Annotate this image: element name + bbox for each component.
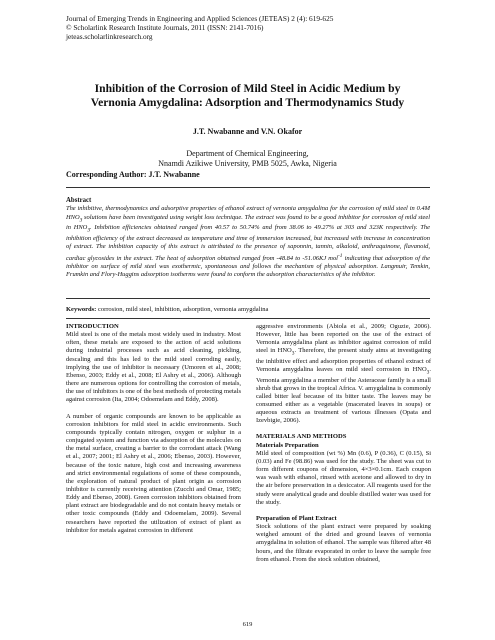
- keywords-bottom-rule: [66, 318, 430, 319]
- introduction-paragraph-2: A number of organic compounds are known to be applicable as corrosion inhibitors for mild steel in acidic environments. Such compounds typically contain nitrogen, oxygen or sulphur in a conjugated system and function via adsorption of the molecules on the metal surface, creating a barrier to the corrodant attack (Wang et al., 2007; 2001; El Ashry et al., 2006; Ebenso, 2003). However, because of the toxic nature, high cost and increasing awareness and strict environmental regulations of some of these compounds, the exploration of natural product of plant origin as corrosion inhibitor is currently receiving attention (Zucchi and Omar, 1985; Eddy and Ebenso, 2008). Green corrosion inhibitors obtained from plant extract are biodegradable and do not contain heavy metals or other toxic compounds (Eddy and Odoemelam, 2009). Several researchers have reported the utilization of extract of plant as inhibitor for metals against corrosion in different: [66, 412, 241, 534]
- plant-extract-paragraph: Stock solutions of the plant extract were prepared by soaking weighed amount of the dried and ground leaves of vernonia amygdalina in solution of ethanol. The sample was filtered after 48 hours, and the filtrate evaporated in order to leave the sample free from ethanol. From the stock solution obtained,: [256, 523, 431, 563]
- keywords-text: corrosion, mild steel, inhibition, adsorption, vernonia amygdalina: [96, 306, 269, 313]
- abstract-heading: Abstract: [66, 197, 92, 204]
- paper-affiliation: [0, 149, 495, 169]
- page-number: 619: [242, 621, 253, 628]
- affiliation-department: Department of Chemical Engineering,: [186, 149, 309, 158]
- journal-citation: Journal of Emerging Trends in Engineering and Applied Sciences (JETEAS) 2 (4): 619-625: [66, 14, 334, 23]
- paper-title-line-2: Vernonia Amygdalina: Adsorption and Thermodynamics Study: [90, 96, 405, 109]
- right-column: [256, 323, 431, 564]
- keywords: [66, 306, 430, 313]
- journal-header: [66, 14, 436, 42]
- abstract-text: The inhibitive, thermodynamics and adsorptive properties of ethanol extract of vernonia amygdalina for the corrosion of mild steel in 0.4M $HNO_3$ solutions have been investigated using weight loss technique. The extract was found to be a good inhibitor for corrosion of mild steel in $HNO_3$. Inhibition efficiencies obtained ranged from 40.57 to 50.74% and from 38.06 to 49.27% at 303 and 323K respectively. The inhibition efficiency of the extract decreased as temperature and time of immersion increased, but increased with increase in concentration of extract. The inhibition capacity of this extract is attributed to the presence of saponnin, tannin, alkaloid, anthraquinone, flavanoid, cardiac glycosides in the extract. The heat of adsorption obtained ranged from -48.84 to -51.06KJ mol$^{-1}$ indicating that adsorption of the inhibitor on surface of mild steel was exothermic, spontaneous and follows the mechanism of physical adsorption. Langmuir, Temkin, Frumkin and Flory-Huggins adsorption isotherms were found to conform the adsorption characteristics of the inhibitor.: [66, 205, 430, 279]
- materials-preparation-heading: Materials Preparation: [256, 441, 319, 449]
- introduction-paragraph-1: Mild steel is one of the metals most widely used in industry. Most often, these metals are exposed to the action of acid solutions during industrial processes such as acid cleaning, pickling, descaling and this has led to the mild steel corroding easily, implying the use of inhibitor is necessary (Umoren et al., 2008; Ebenso, 2003; Eddy et al., 2008; El Ashry et al., 2006). Although there are numerous options for controlling the corrosion of metals, the use of inhibitors is one of the best methods of protecting metals against corrosion (Ita, 2004; Odoemelam and Eddy, 2008).: [66, 331, 241, 404]
- abstract-top-rule: [66, 187, 430, 188]
- abstract: [66, 197, 430, 280]
- journal-website: jeteas.scholarlinkresearch.org: [66, 32, 153, 42]
- methods-heading: MATERIALS AND METHODS: [256, 433, 347, 441]
- materials-paragraph: Mild steel of composition (wt %) Mn (0.6), P (0.36), C (0.15), Si (0.03) and Fe (98.86) was used for the study. The sheet was cut to form different coupons of dimension, 4×3×0.1cm. Each coupon was wash with ethanol, rinsed with acetone and allowed to dry in the air before preservation in a desiccator. All reagents used for the study were analytical grade and double distilled water was used for the study.: [256, 449, 431, 506]
- keywords-label: Keywords:: [66, 306, 97, 313]
- corresponding-author: Corresponding Author: J.T. Nwabanne: [66, 170, 200, 179]
- affiliation-university: Nnamdi Azikiwe University, PMB 5025, Awka, Nigeria: [158, 159, 337, 168]
- plant-extract-heading: Preparation of Plant Extract: [256, 514, 337, 522]
- abstract-bottom-rule: [66, 298, 430, 299]
- left-column: [66, 323, 241, 535]
- introduction-heading: INTRODUCTION: [66, 323, 119, 330]
- paper-title-line-1: Inhibition of the Corrosion of Mild Steel in Acidic Medium by: [94, 82, 401, 95]
- introduction-continued: aggressive environments (Abiola et al., 2009; Oguzie, 2006). However, little has been reported on the use of the extract of Vernonia amygdalina plant as inhibitor against corrosion of mild steel in $HNO_3$. Therefore, the present study aims at investigating the inhibitive effect and adsorption properties of ethanol extract of Vernonia amygdalina leaves on mild steel corrosion in $HNO_3$. Vernonia amygdalina a member of the Asteraceae family is a small shrub that grows in the tropical Africa. V. amygdalina is commonly called bitter leaf because of its bitter taste. The leaves may be consumed either as a vegetable (macerated leaves in soups) or aqueous extracts as treatment of various illnesses (Opata and Izevbigie, 2006).: [256, 323, 431, 425]
- paper-title: [40, 82, 455, 110]
- journal-copyright: © Scholarlink Research Institute Journals, 2011 (ISSN: 2141-7016): [66, 23, 264, 33]
- paper-authors: J.T. Nwabanne and V.N. Okafor: [192, 127, 303, 136]
